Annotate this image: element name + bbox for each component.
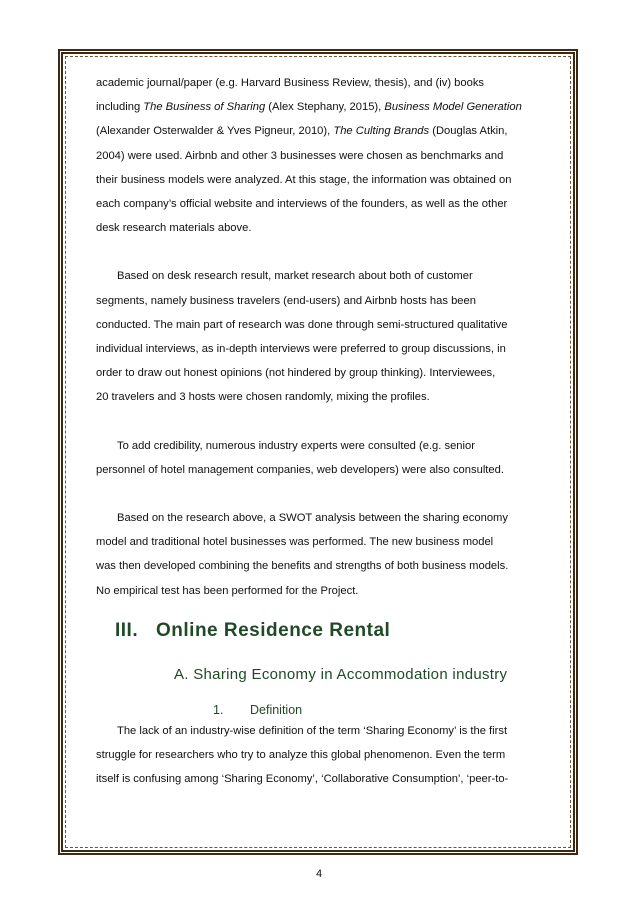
- text-line: [96, 119, 546, 143]
- text-line: conducted. The main part of research was done through semi-structured qualitative: [96, 318, 508, 331]
- body-text: [96, 71, 546, 603]
- text-line: Based on the research above, a SWOT analysis between the sharing economy: [117, 512, 508, 525]
- text-line: desk research materials above.: [96, 222, 252, 235]
- subsection-heading: A. Sharing Economy in Accommodation industry: [174, 666, 508, 683]
- subsubsection-title: Definition: [250, 703, 303, 717]
- text-line: 20 travelers and 3 hosts were chosen randomly, mixing the profiles.: [96, 391, 430, 404]
- text-line: [96, 95, 546, 119]
- paragraph-market-research: [96, 264, 546, 409]
- paragraph-experts: [96, 434, 546, 482]
- book-title: The Culting Brands: [333, 125, 430, 138]
- text-line: each company’s official website and interviews of the founders, as well as the other: [96, 198, 508, 211]
- section-heading: [115, 620, 390, 642]
- paragraph-gap: [96, 240, 546, 264]
- text-line: Based on desk research result, market research about both of customer: [117, 270, 473, 283]
- text-line: The lack of an industry-wise definition of the term ‘Sharing Economy’ is the first: [117, 725, 508, 737]
- text-line: individual interviews, as in-depth interviews were preferred to group discussions, in: [96, 343, 506, 356]
- text-span: (Alexander Osterwalder & Yves Pigneur, 2010),: [96, 125, 334, 138]
- paragraph-gap: [96, 482, 546, 506]
- paragraph-gap: [96, 410, 546, 434]
- book-title: The Business of Sharing: [143, 101, 266, 114]
- paragraph-methodology: [96, 71, 546, 240]
- text-span: (Douglas Atkin,: [429, 125, 508, 138]
- section-title: Online Residence Rental: [156, 620, 391, 641]
- text-span: including: [96, 101, 144, 114]
- text-line: their business models were analyzed. At this stage, the information was obtained on: [96, 173, 512, 186]
- page-number: 4: [315, 868, 323, 880]
- text-line: No empirical test has been performed for the Project.: [96, 584, 359, 597]
- text-line: 2004) were used. Airbnb and other 3 businesses were chosen as benchmarks and: [96, 149, 504, 162]
- text-span: (Alex Stephany, 2015),: [265, 101, 385, 114]
- paragraph-swot: [96, 506, 546, 603]
- subsubsection-heading: [213, 703, 302, 717]
- text-line: segments, namely business travelers (end-users) and Airbnb hosts has been: [96, 294, 476, 307]
- definition-text: [96, 719, 546, 792]
- text-line: personnel of hotel management companies, web developers) were also consulted.: [96, 463, 504, 476]
- text-line: itself is confusing among ‘Sharing Economy’, ‘Collaborative Consumption’, ‘peer-to-: [96, 773, 509, 786]
- book-title: Business Model Generation: [384, 101, 522, 114]
- text-line: order to draw out honest opinions (not hindered by group thinking). Interviewees,: [96, 367, 496, 380]
- section-number: III.: [115, 620, 139, 641]
- text-line: was then developed combining the benefits and strengths of both business models.: [96, 560, 509, 573]
- text-line: model and traditional hotel businesses was performed. The new business model: [96, 536, 494, 549]
- text-line: To add credibility, numerous industry experts were consulted (e.g. senior: [117, 439, 475, 452]
- text-line: struggle for researchers who try to analyze this global phenomenon. Even the term: [96, 749, 506, 762]
- paragraph-definition: [96, 719, 546, 792]
- text-line: academic journal/paper (e.g. Harvard Business Review, thesis), and (iv) books: [96, 77, 485, 89]
- subsubsection-number: 1.: [213, 703, 224, 717]
